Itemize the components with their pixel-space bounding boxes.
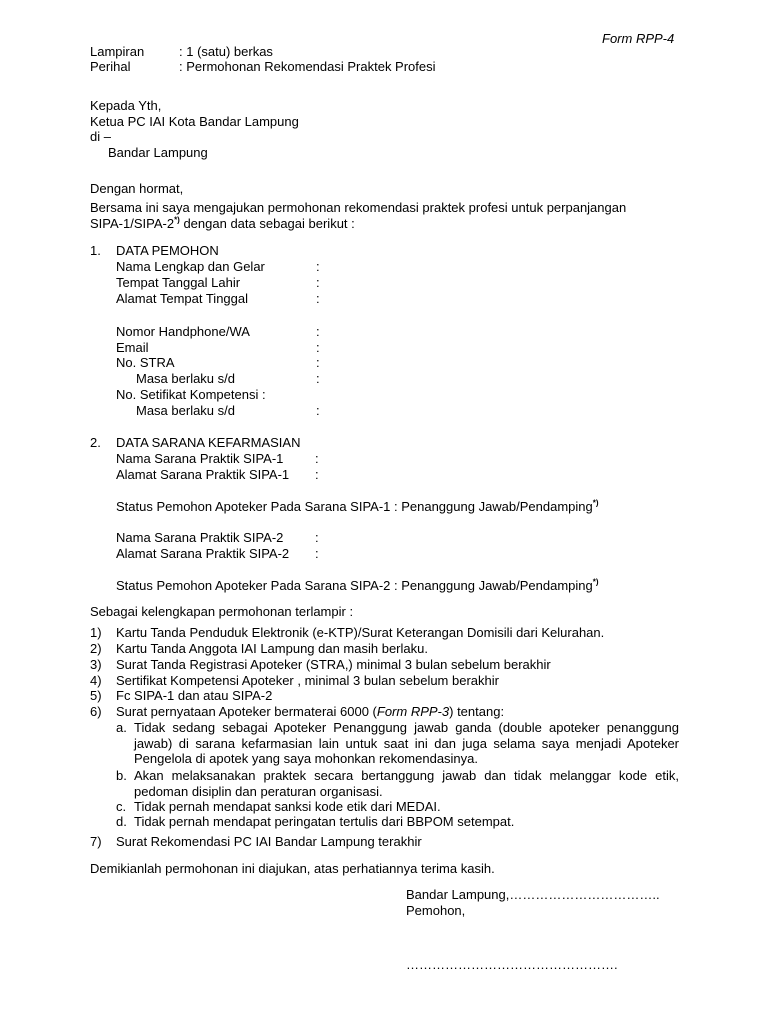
item-text: Sertifikat Kompetensi Apoteker , minimal 3 bulan sebelum berakhir — [116, 673, 499, 688]
item-text: Surat Rekomendasi PC IAI Bandar Lampung terakhir — [116, 834, 422, 849]
status-text: Status Pemohon Apoteker Pada Sarana SIPA-1 : Penanggung Jawab/Pendamping — [116, 499, 593, 514]
field-colon: : — [316, 371, 320, 386]
field-label: Masa berlaku s/d — [136, 371, 235, 386]
field-label: Nama Sarana Praktik SIPA-1 — [116, 451, 284, 466]
field-label: Email — [116, 340, 149, 355]
attachment-item — [90, 673, 499, 689]
status-text: Status Pemohon Apoteker Pada Sarana SIPA-2 : Penanggung Jawab/Pendamping — [116, 578, 593, 593]
intro-text: dengan data sebagai berikut : — [179, 215, 355, 231]
field-row — [116, 467, 319, 483]
item-text: Kartu Tanda Penduduk Elektronik (e-KTP)/Surat Keterangan Domisili dari Kelurahan. — [116, 625, 605, 640]
recipient-line: di – — [90, 129, 111, 145]
item-text: Surat pernyataan Apoteker bermaterai 6000 ( — [116, 704, 377, 719]
item-number: 1) — [90, 625, 102, 640]
statement-marker: a. — [116, 720, 127, 735]
statement-item — [116, 768, 679, 799]
field-colon: : — [316, 324, 320, 339]
field-row — [116, 340, 320, 356]
field-row — [116, 275, 320, 291]
meta-perihal — [90, 59, 436, 75]
field-label: Nomor Handphone/WA — [116, 324, 250, 339]
field-colon: : — [316, 259, 320, 274]
section-title: DATA PEMOHON — [116, 243, 219, 258]
status-sipa-2 — [116, 578, 599, 594]
attachment-item — [90, 657, 551, 673]
recipient-line: Ketua PC IAI Kota Bandar Lampung — [90, 113, 299, 129]
attachment-item — [90, 688, 272, 704]
closing-sentence: Demikianlah permohonan ini diajukan, atas perhatiannya terima kasih. — [90, 861, 495, 876]
form-code: Form RPP-4 — [602, 31, 675, 46]
field-row — [116, 355, 320, 371]
field-label: Alamat Sarana Praktik SIPA-2 — [116, 546, 290, 561]
meta-value: : Permohonan Rekomendasi Praktek Profesi — [179, 59, 436, 74]
field-label: Masa berlaku s/d — [136, 403, 235, 418]
recipient-block — [90, 98, 299, 161]
item-number: 3) — [90, 657, 102, 672]
section-title: DATA SARANA KEFARMASIAN — [116, 435, 301, 450]
meta-key: Perihal — [90, 59, 131, 74]
statement-item — [116, 799, 679, 815]
field-label: Tempat Tanggal Lahir — [116, 275, 241, 290]
field-row — [116, 546, 319, 562]
statement-item — [116, 814, 679, 830]
field-label: Nama Sarana Praktik SIPA-2 — [116, 530, 284, 545]
section-number: 1. — [90, 243, 101, 258]
statement-text: Akan melaksanakan praktek secara bertanggung jawab dan tidak melanggar kode etik, pedoman disiplin dan peraturan organisasi. — [134, 768, 679, 799]
meta-key: Lampiran — [90, 44, 145, 59]
field-colon: : — [316, 403, 320, 418]
field-row — [116, 324, 320, 340]
meta-lampiran — [90, 44, 273, 60]
footnote-mark: *) — [174, 215, 180, 225]
recipient-line: Bandar Lampung — [108, 145, 208, 161]
status-sipa-1 — [116, 499, 599, 515]
item-number: 5) — [90, 688, 102, 703]
meta-value: : 1 (satu) berkas — [179, 44, 273, 59]
intro-line: Bersama ini saya mengajukan permohonan rekomendasi praktek profesi untuk perpanjangan — [90, 200, 627, 215]
field-row — [116, 530, 319, 546]
field-colon: : — [316, 275, 320, 290]
greeting: Dengan hormat, — [90, 181, 184, 196]
statement-marker: d. — [116, 814, 127, 829]
field-row — [116, 259, 320, 275]
statement-item — [116, 720, 679, 767]
field-row — [116, 371, 320, 387]
item-text: Kartu Tanda Anggota IAI Lampung dan masih berlaku. — [116, 641, 428, 656]
field-row — [116, 451, 319, 467]
field-label: Nama Lengkap dan Gelar — [116, 259, 265, 274]
attachment-item — [90, 625, 604, 641]
attachment-item — [90, 704, 504, 720]
signature-place-date: Bandar Lampung,…………………………….. — [406, 887, 660, 902]
recipient-line: Kepada Yth, — [90, 98, 162, 113]
field-colon: : — [315, 467, 319, 482]
item-number: 6) — [90, 704, 102, 719]
field-row — [116, 387, 266, 403]
statement-text: Tidak pernah mendapat peringatan tertulis dari BBPOM setempat. — [134, 814, 515, 829]
field-colon: : — [316, 355, 320, 370]
intro-line — [90, 216, 690, 232]
field-row — [116, 403, 320, 419]
footnote-mark: *) — [592, 577, 599, 587]
field-colon: : — [315, 451, 319, 466]
field-colon: : — [316, 291, 320, 306]
statement-text: Tidak pernah mendapat sanksi kode etik dari MEDAI. — [134, 799, 441, 814]
field-colon: : — [316, 340, 320, 355]
item-number: 4) — [90, 673, 102, 688]
field-label: No. Setifikat Kompetensi : — [116, 387, 266, 402]
item-text-italic: Form RPP-3 — [376, 704, 450, 719]
attachment-item — [90, 641, 428, 657]
item-text: Surat Tanda Registrasi Apoteker (STRA,) minimal 3 bulan sebelum berakhir — [116, 657, 551, 672]
item-number: 2) — [90, 641, 102, 656]
intro-text: SIPA-1/SIPA-2 — [90, 215, 175, 231]
field-label: No. STRA — [116, 355, 175, 370]
signature-line: …………………………………………. — [406, 957, 618, 972]
attachments-intro: Sebagai kelengkapan permohonan terlampir : — [90, 604, 354, 619]
statement-marker: c. — [116, 799, 127, 814]
signature-role: Pemohon, — [406, 903, 466, 918]
section-number: 2. — [90, 435, 101, 450]
statement-marker: b. — [116, 768, 127, 783]
field-row — [116, 291, 320, 307]
field-label: Alamat Sarana Praktik SIPA-1 — [116, 467, 290, 482]
footnote-mark: *) — [592, 498, 599, 508]
field-colon: : — [315, 546, 319, 561]
intro-paragraph — [90, 200, 690, 231]
item-text: Fc SIPA-1 dan atau SIPA-2 — [116, 688, 273, 703]
attachment-item — [90, 834, 422, 850]
item-text: ) tentang: — [449, 704, 505, 719]
item-number: 7) — [90, 834, 102, 849]
field-colon: : — [315, 530, 319, 545]
statement-text: Tidak sedang sebagai Apoteker Penanggung jawab ganda (double apoteker penanggung jawab) di sarana kefarmasian lain untuk saat ini dan juga selama saya menjadi Apoteker Pengelola di apotek yang saya mohonkan rekomendasinya. — [134, 720, 679, 767]
field-label: Alamat Tempat Tinggal — [116, 291, 248, 306]
